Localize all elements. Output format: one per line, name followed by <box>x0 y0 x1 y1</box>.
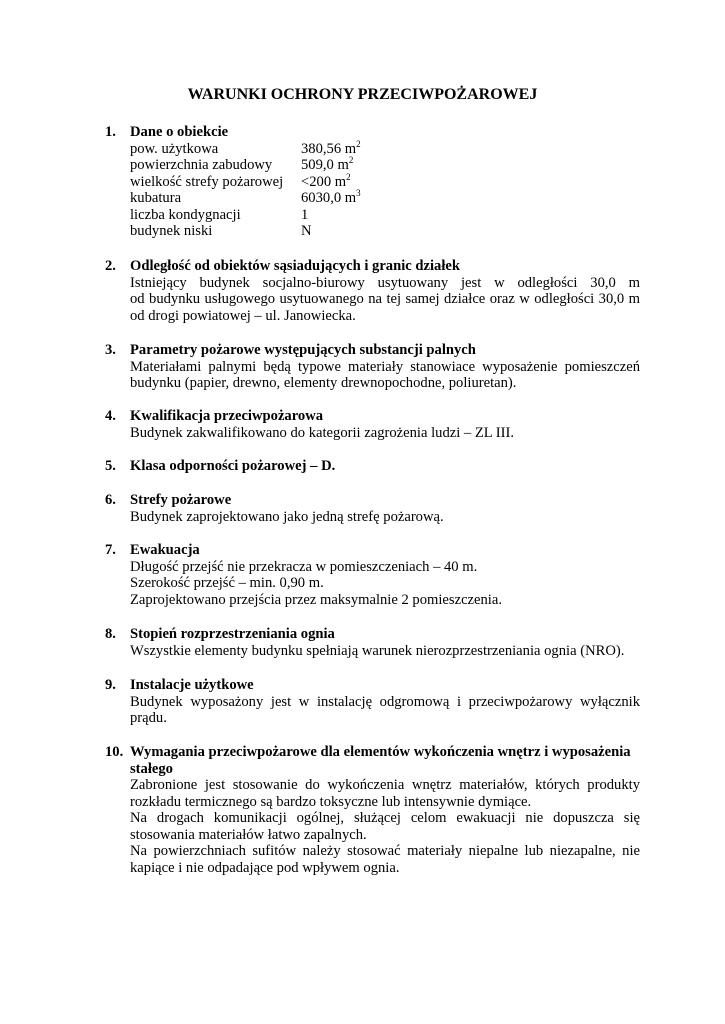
section-line: Na powierzchniach sufitów należy stosować materiały niepalne lub niezapalne, nie <box>130 843 640 859</box>
data-label: budynek niski <box>130 223 213 239</box>
section-line: od budynku usługowego usytuowanego na tej samej działce oraz w odległości 30,0 m <box>130 291 640 307</box>
data-label: powierzchnia zabudowy <box>130 157 273 173</box>
section-heading: Wymagania przeciwpożarowe dla elementów wykończenia wnętrz i wyposażenia <box>130 744 631 760</box>
section-number: 2. <box>105 258 116 274</box>
section-2 <box>105 258 640 324</box>
section-4 <box>105 408 640 441</box>
section-heading: Kwalifikacja przeciwpożarowa <box>130 408 324 424</box>
section-heading: stałego <box>130 760 173 777</box>
section-heading: Instalacje użytkowe <box>130 677 254 693</box>
data-value: 380,56 $m^2$ <box>301 138 361 157</box>
section-1 <box>105 124 640 240</box>
data-row <box>130 138 640 158</box>
section-number: 1. <box>105 124 116 140</box>
section-line: Wszystkie elementy budynku spełniają warunek nierozprzestrzeniania ognia (NRO). <box>130 642 625 659</box>
section-9 <box>105 677 640 727</box>
section-line: budynku (papier, drewno, elementy drewnopochodne, poliuretan). <box>130 375 517 391</box>
data-label: liczba kondygnacji <box>130 206 241 223</box>
section-heading: Stopień rozprzestrzeniania ognia <box>130 626 335 642</box>
section-line: stosowania materiałów łatwo zapalnych. <box>130 826 367 843</box>
section-heading: Odległość od obiektów sąsiadujących i granic działek <box>130 258 460 274</box>
data-value: <200 $m^2$ <box>301 171 351 190</box>
section-5 <box>105 458 640 475</box>
data-value: 6030,0 $m^3$ <box>301 188 361 206</box>
section-heading: Dane o obiekcie <box>130 124 229 140</box>
section-number: 9. <box>105 677 116 693</box>
data-row <box>130 171 640 191</box>
section-line: Na drogach komunikacji ogólnej, służącej celom ewakuacji nie dopuszcza się <box>130 810 640 826</box>
section-line: od drogi powiatowej – ul. Janowiecka. <box>130 307 356 324</box>
section-number: 8. <box>105 626 116 642</box>
data-label: wielkość strefy pożarowej <box>130 173 284 190</box>
section-number: 5. <box>105 458 116 474</box>
section-line: Istniejący budynek socjalno-biurowy usytuowany jest w odległości 30,0 m <box>130 274 640 291</box>
section-6 <box>105 492 640 525</box>
data-label: pow. użytkowa <box>130 140 219 157</box>
section-line: Zaprojektowano przejścia przez maksymalnie 2 pomieszczenia. <box>130 591 502 608</box>
section-line: Zabronione jest stosowanie do wykończenia wnętrz materiałów, których produkty <box>130 777 640 793</box>
section-line: rozkładu termicznego są bardzo toksyczne lub intensywnie dymiące. <box>130 793 532 810</box>
data-value: 509,0 $m^2$ <box>301 155 354 173</box>
section-3 <box>105 342 640 392</box>
section-number: 10. <box>105 744 124 760</box>
section-line: Szerokość przejść – min. 0,90 m. <box>130 575 324 591</box>
section-10 <box>105 744 640 876</box>
section-heading: Klasa odporności pożarowej – D. <box>130 458 336 474</box>
section-line: Budynek zakwalifikowano do kategorii zagrożenia ludzi – ZL III. <box>130 424 515 441</box>
data-row <box>130 157 640 174</box>
document-title: WARUNKI OCHRONY PRZECIWPOŻAROWEJ <box>187 86 538 103</box>
data-row <box>130 207 640 224</box>
data-row <box>130 190 640 207</box>
data-value: N <box>301 223 312 239</box>
data-value: 1 <box>301 206 309 223</box>
section-8 <box>105 626 640 659</box>
section-line: prądu. <box>130 710 167 726</box>
section-line: Budynek zaprojektowano jako jedną strefę pożarową. <box>130 508 444 525</box>
data-label: kubatura <box>130 190 182 206</box>
section-line: Materiałami palnymi będą typowe materiały stanowiace wyposażenie pomieszczeń <box>130 358 640 375</box>
section-number: 4. <box>105 408 116 424</box>
section-heading: Parametry pożarowe występujących substancji palnych <box>130 342 476 358</box>
section-number: 6. <box>105 492 116 508</box>
section-number: 7. <box>105 542 116 558</box>
section-7 <box>105 542 640 608</box>
section-line: Długość przejść nie przekracza w pomieszczeniach – 40 m. <box>130 558 478 575</box>
section-heading: Ewakuacja <box>130 542 200 558</box>
section-number: 3. <box>105 342 116 358</box>
section-line: kapiące i nie odpadające pod wpływem ognia. <box>130 859 400 876</box>
section-heading: Strefy pożarowe <box>130 492 232 508</box>
section-line: Budynek wyposażony jest w instalację odgromową i przeciwpożarowy wyłącznik <box>130 693 640 710</box>
data-row <box>130 223 640 240</box>
